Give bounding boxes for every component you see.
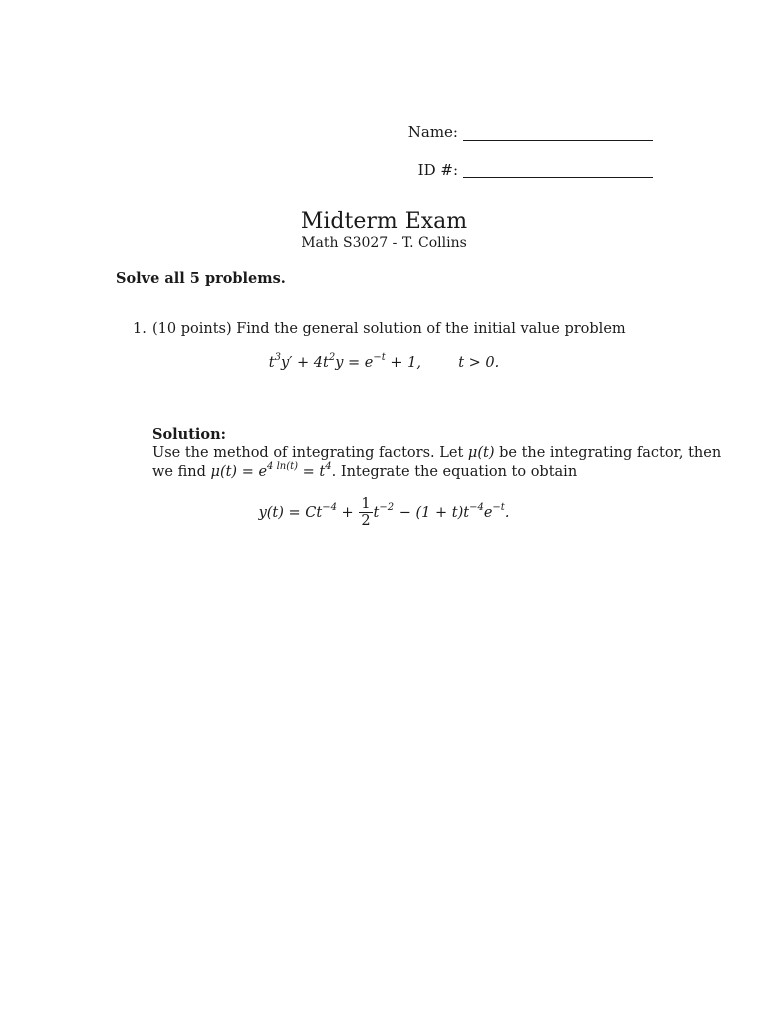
fraction-one-half: $\frac{1}{2}$	[361, 496, 371, 529]
mu-of-t: μ(t)	[467, 445, 495, 461]
instructions: Solve all 5 problems.	[116, 270, 286, 287]
id-label: ID #:	[417, 161, 458, 179]
integrating-factor-formula: $\mu(t) = e^{4 ln(t)} = t^4$	[210, 461, 332, 480]
solution-line-1-a: Use the method of integrating factors. Let	[152, 445, 464, 461]
solution-line-2-b: . Integrate the equation to obtain	[331, 464, 578, 480]
solution-line-1	[152, 444, 721, 463]
page-title: Midterm Exam	[300, 209, 468, 234]
general-solution: $y(t) = Ct^{-4}$ + $\frac{1}{2}$ $t^{-2} - (1 + t)t^{-4}e^{-t}$.	[258, 496, 510, 529]
solution-line-1-b: be the integrating factor, then	[499, 445, 722, 461]
problem-equation	[0, 354, 768, 373]
id-field[interactable]	[463, 177, 653, 178]
problem-text: (10 points) Find the general solution of the initial value problem	[152, 321, 626, 337]
solution-equation	[0, 496, 768, 529]
equation-condition: t > 0.	[458, 355, 500, 371]
solution-heading: Solution:	[152, 426, 226, 443]
problem-number: 1.	[133, 321, 147, 337]
solution-line-2	[152, 463, 577, 482]
page-subtitle: Math S3027 - T. Collins	[301, 235, 467, 251]
name-label: Name:	[407, 123, 458, 141]
equation-body: $t^3y' + 4t^2y = e^{-t} + 1$,	[268, 352, 421, 371]
name-field[interactable]	[463, 140, 653, 141]
solution-line-2-a: we find	[152, 464, 206, 480]
